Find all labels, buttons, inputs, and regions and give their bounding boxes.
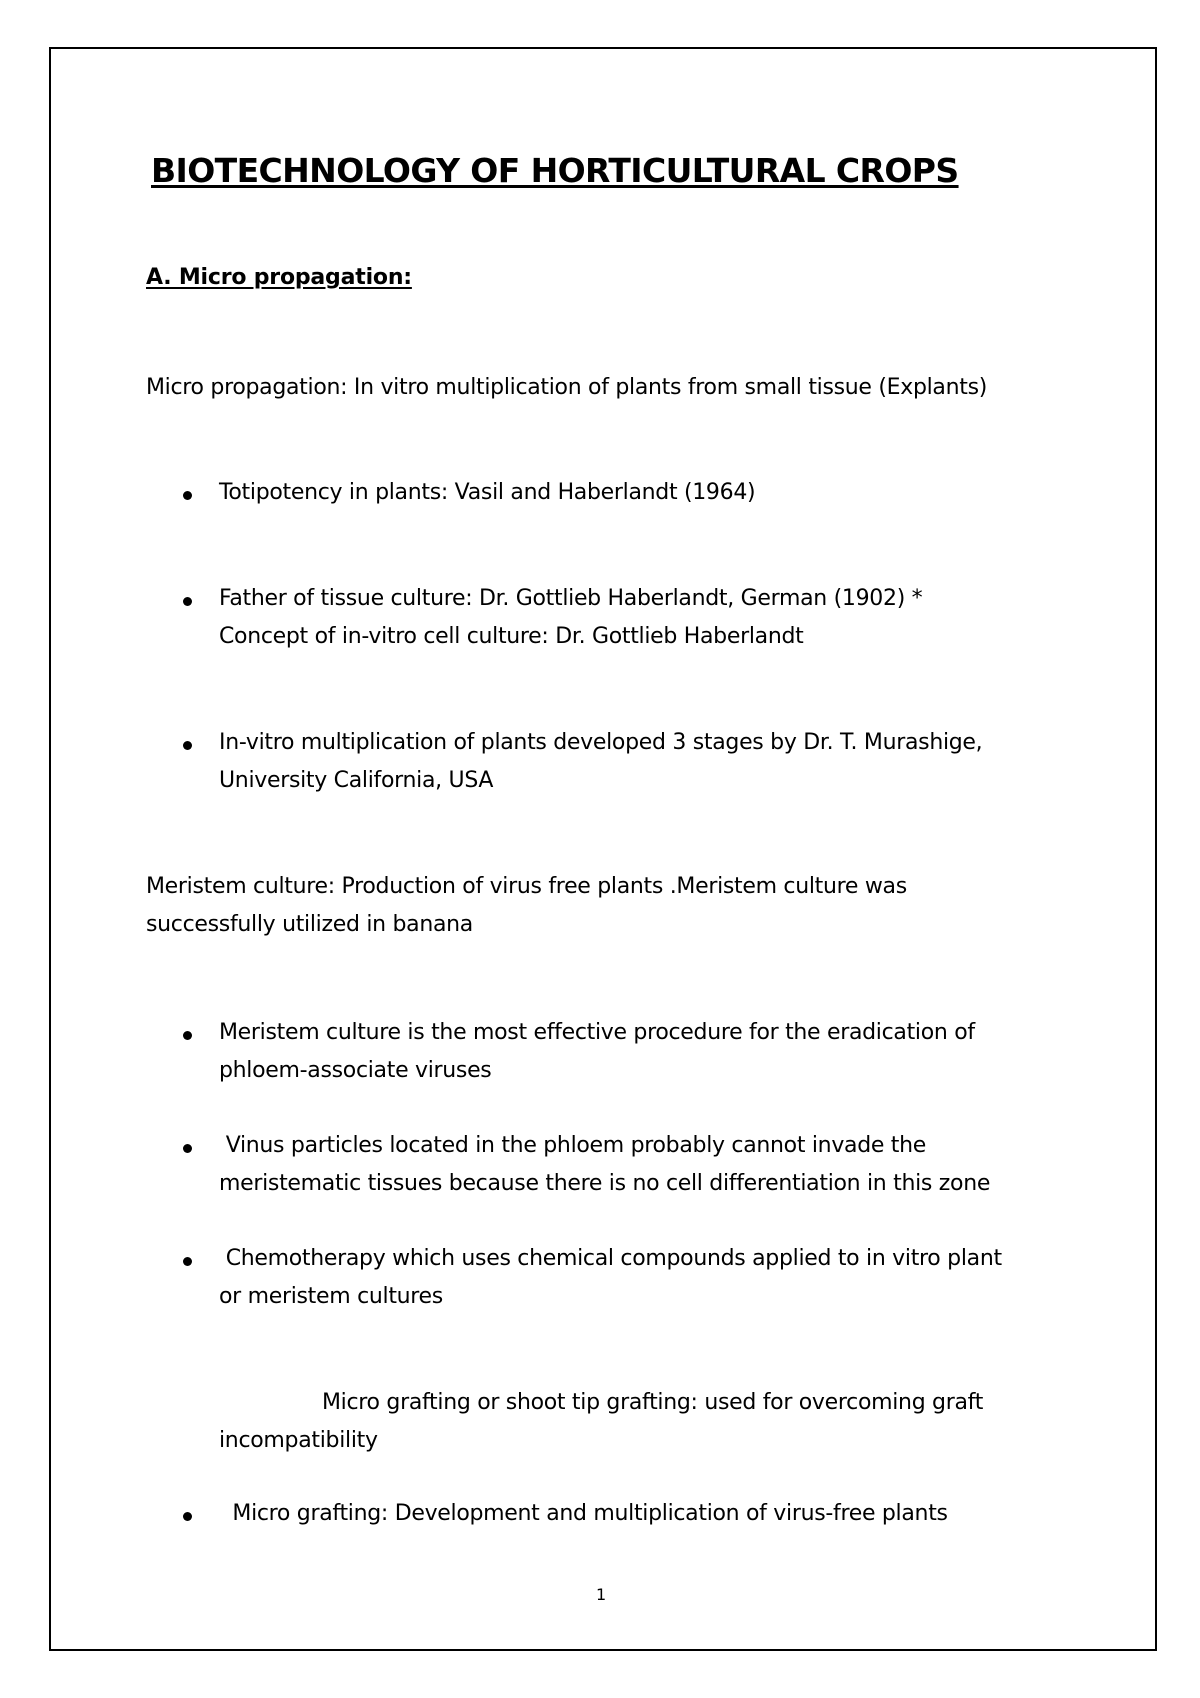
- bullet-marker: [183, 491, 192, 500]
- bullet-item: [219, 474, 755, 512]
- bullet-marker: [183, 741, 192, 750]
- section-heading: A. Micro propagation:: [146, 265, 412, 290]
- bullet-line: phloem-associate viruses: [219, 1058, 492, 1083]
- bullet-marker: [183, 597, 192, 606]
- document-title: BIOTECHNOLOGY OF HORTICULTURAL CROPS: [151, 151, 959, 190]
- bullet-line: Micro grafting: Development and multiplication of virus-free plants: [219, 1501, 948, 1526]
- bullet-item: [219, 724, 982, 800]
- grafting-paragraph-line-2: incompatibility: [219, 1428, 378, 1453]
- bullet-item: [219, 580, 922, 656]
- bullet-line: Concept of in-vitro cell culture: Dr. Gottlieb Haberlandt: [219, 624, 804, 649]
- bullet-item: [219, 1127, 990, 1203]
- grafting-paragraph-line-1: Micro grafting or shoot tip grafting: used for overcoming graft: [322, 1390, 984, 1415]
- meristem-paragraph: [146, 868, 907, 944]
- bullet-line: Meristem culture is the most effective procedure for the eradication of: [219, 1020, 975, 1045]
- bullet-line: Vinus particles located in the phloem probably cannot invade the: [219, 1133, 927, 1158]
- bullet-item: [219, 1014, 975, 1090]
- bullet-marker: [183, 1257, 192, 1266]
- bullet-marker: [183, 1512, 192, 1521]
- bullet-item: [219, 1240, 1002, 1316]
- paragraph-line: successfully utilized in banana: [146, 912, 473, 937]
- bullet-line: Totipotency in plants: Vasil and Haberlandt (1964): [219, 480, 756, 505]
- bullet-line: University California, USA: [219, 768, 494, 793]
- bullet-line: or meristem cultures: [219, 1284, 443, 1309]
- bullet-item: [219, 1495, 948, 1533]
- bullet-marker: [183, 1031, 192, 1040]
- bullet-marker: [183, 1144, 192, 1153]
- bullet-line: Chemotherapy which uses chemical compounds applied to in vitro plant: [219, 1246, 1002, 1271]
- page-number: 1: [596, 1585, 607, 1604]
- bullet-line: Father of tissue culture: Dr. Gottlieb Haberlandt, German (1902) *: [219, 586, 923, 611]
- intro-paragraph: Micro propagation: In vitro multiplication of plants from small tissue (Explants): [146, 375, 988, 400]
- paragraph-line: Meristem culture: Production of virus free plants .Meristem culture was: [146, 874, 907, 899]
- bullet-line: meristematic tissues because there is no cell differentiation in this zone: [219, 1171, 991, 1196]
- bullet-line: In-vitro multiplication of plants developed 3 stages by Dr. T. Murashige,: [219, 730, 983, 755]
